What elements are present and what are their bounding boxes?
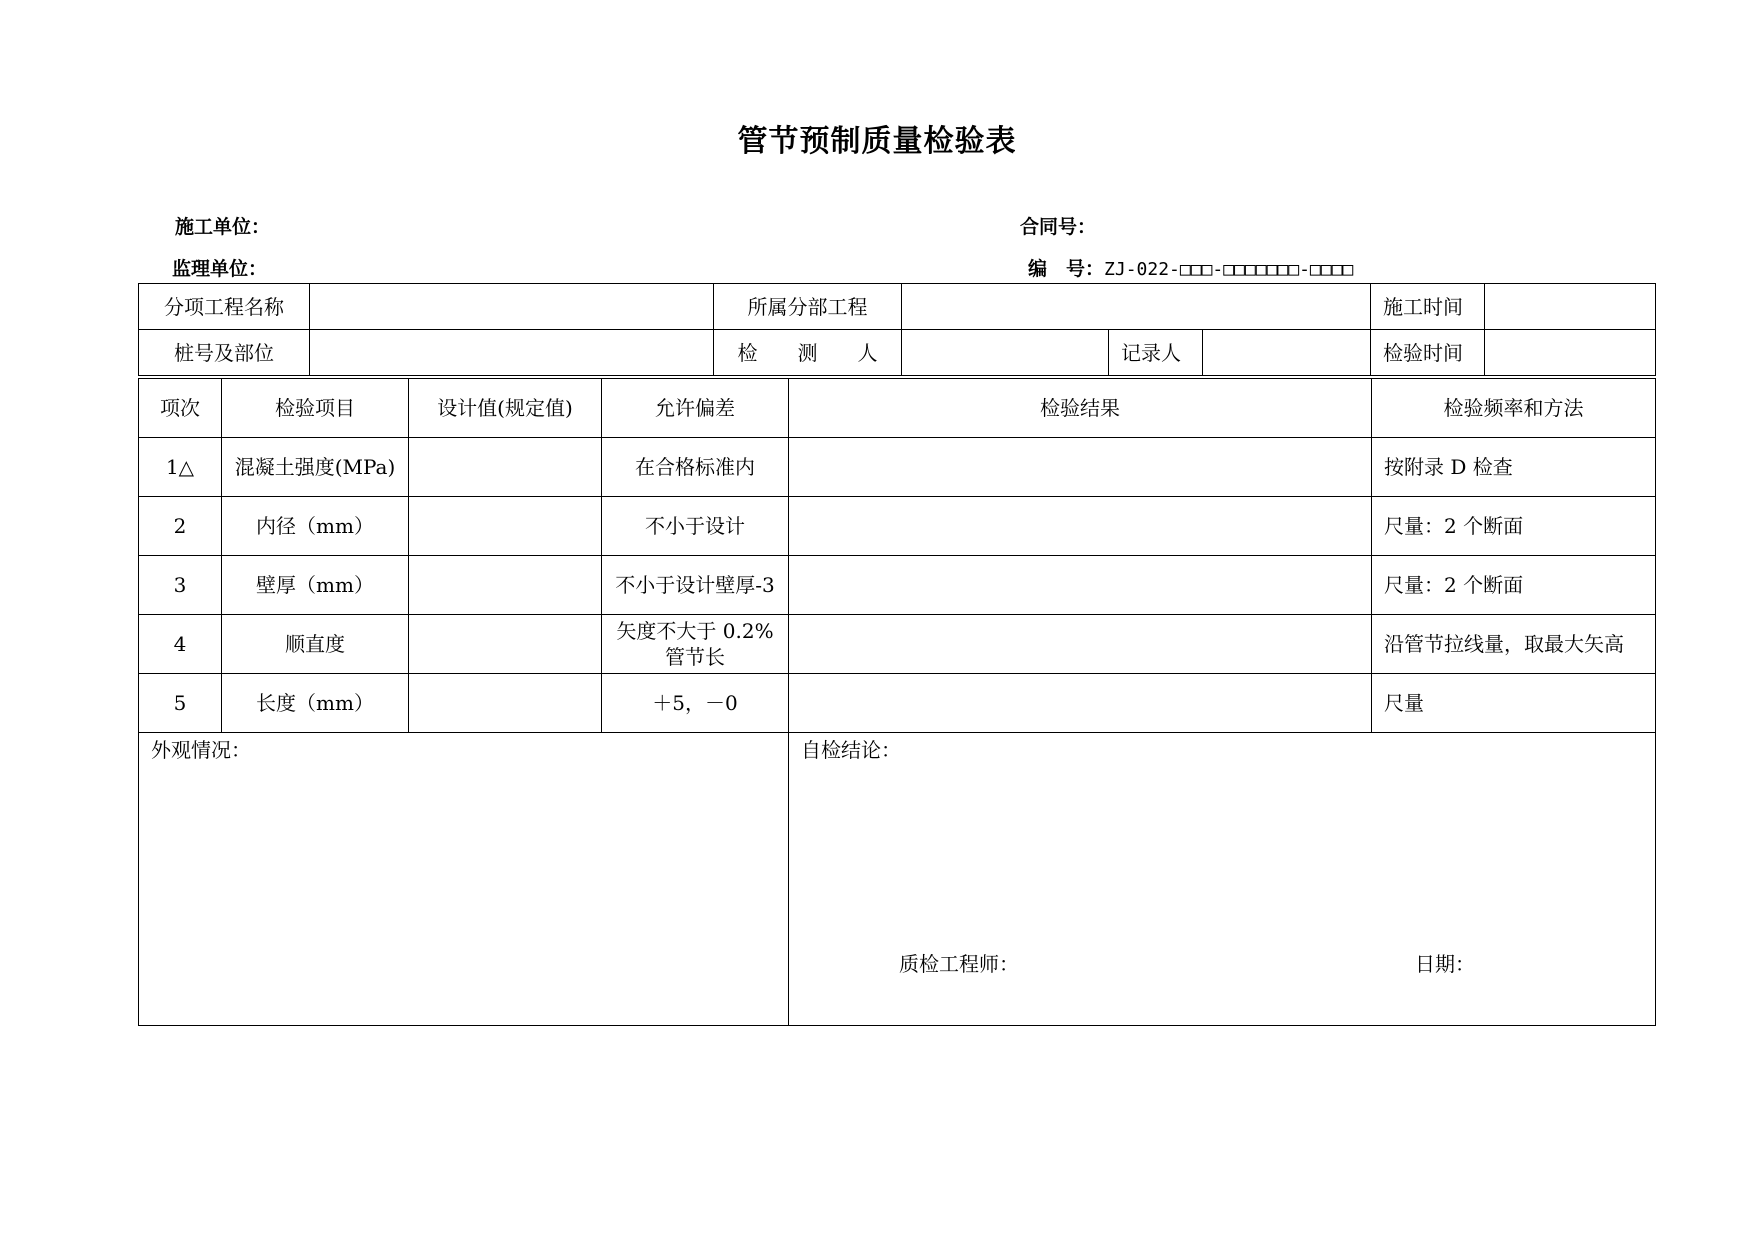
- supervision-unit-label: 监理单位：: [172, 258, 268, 280]
- construction-unit-label: 施工单位：: [175, 216, 271, 238]
- row-method: 尺量: [1372, 674, 1656, 733]
- column-header: 检验结果: [789, 379, 1372, 438]
- row-tolerance: 不小于设计: [602, 497, 789, 556]
- row-no: 3: [139, 556, 222, 615]
- subitem-name-label: 分项工程名称: [139, 284, 310, 330]
- row-tolerance: 不小于设计壁厚-3: [602, 556, 789, 615]
- table-header-row: [139, 379, 1656, 438]
- conclusion-cell[interactable]: [789, 733, 1656, 1026]
- parent-project-field[interactable]: [902, 284, 1371, 330]
- construction-time-label: 施工时间: [1371, 284, 1485, 330]
- row-item: 混凝土强度(MPa): [222, 438, 409, 497]
- subitem-name-field[interactable]: [310, 284, 714, 330]
- row-result-field[interactable]: [789, 615, 1372, 674]
- row-result-field[interactable]: [789, 556, 1372, 615]
- row-item: 壁厚（mm）: [222, 556, 409, 615]
- row-no: 2: [139, 497, 222, 556]
- row-design-field[interactable]: [409, 497, 602, 556]
- inspection-time-field[interactable]: [1485, 330, 1656, 376]
- contract-no-label: 合同号：: [1020, 216, 1097, 238]
- recorder-field[interactable]: [1203, 330, 1371, 376]
- column-header: 项次: [139, 379, 222, 438]
- row-no: 5: [139, 674, 222, 733]
- conclusion-label: 自检结论：: [801, 738, 901, 762]
- serial-no-value[interactable]: ZJ-022-□□□-□□□□□□□-□□□□: [1104, 259, 1354, 280]
- construction-time-field[interactable]: [1485, 284, 1656, 330]
- table-row: [139, 615, 1656, 674]
- info-table: [138, 283, 1656, 376]
- date-label: 日期：: [1415, 952, 1475, 976]
- serial-no-label: 编 号：: [1028, 258, 1105, 280]
- row-design-field[interactable]: [409, 556, 602, 615]
- row-method: 按附录 D 检查: [1372, 438, 1656, 497]
- inspector-label: 检 测 人: [714, 330, 902, 376]
- row-design-field[interactable]: [409, 438, 602, 497]
- row-result-field[interactable]: [789, 438, 1372, 497]
- row-method: 尺量：2 个断面: [1372, 556, 1656, 615]
- row-item: 长度（mm）: [222, 674, 409, 733]
- serial-no: [1028, 254, 1353, 281]
- parent-project-label: 所属分部工程: [714, 284, 902, 330]
- row-design-field[interactable]: [409, 674, 602, 733]
- inspection-table: [138, 378, 1656, 1026]
- recorder-label: 记录人: [1109, 330, 1203, 376]
- appearance-label: 外观情况：: [151, 738, 251, 762]
- row-tolerance: 在合格标准内: [602, 438, 789, 497]
- row-method: 沿管节拉线量，取最大矢高: [1372, 615, 1656, 674]
- qc-engineer-label: 质检工程师：: [899, 952, 1019, 976]
- column-header: 允许偏差: [602, 379, 789, 438]
- inspector-field[interactable]: [902, 330, 1109, 376]
- row-result-field[interactable]: [789, 674, 1372, 733]
- form-title: 管节预制质量检验表: [737, 124, 1017, 159]
- row-tolerance: ＋5，－0: [602, 674, 789, 733]
- inspection-time-label: 检验时间: [1371, 330, 1485, 376]
- column-header: 检验频率和方法: [1372, 379, 1656, 438]
- column-header: 设计值(规定值): [409, 379, 602, 438]
- station-label: 桩号及部位: [139, 330, 310, 376]
- row-no: 1△: [139, 438, 222, 497]
- row-design-field[interactable]: [409, 615, 602, 674]
- row-tolerance: 矢度不大于 0.2%管节长: [602, 615, 789, 674]
- row-item: 内径（mm）: [222, 497, 409, 556]
- table-row: [139, 497, 1656, 556]
- table-row: [139, 556, 1656, 615]
- station-field[interactable]: [310, 330, 714, 376]
- table-row: [139, 674, 1656, 733]
- appearance-cell[interactable]: [139, 733, 789, 1026]
- table-row: [139, 438, 1656, 497]
- row-no: 4: [139, 615, 222, 674]
- row-item: 顺直度: [222, 615, 409, 674]
- row-result-field[interactable]: [789, 497, 1372, 556]
- row-method: 尺量：2 个断面: [1372, 497, 1656, 556]
- column-header: 检验项目: [222, 379, 409, 438]
